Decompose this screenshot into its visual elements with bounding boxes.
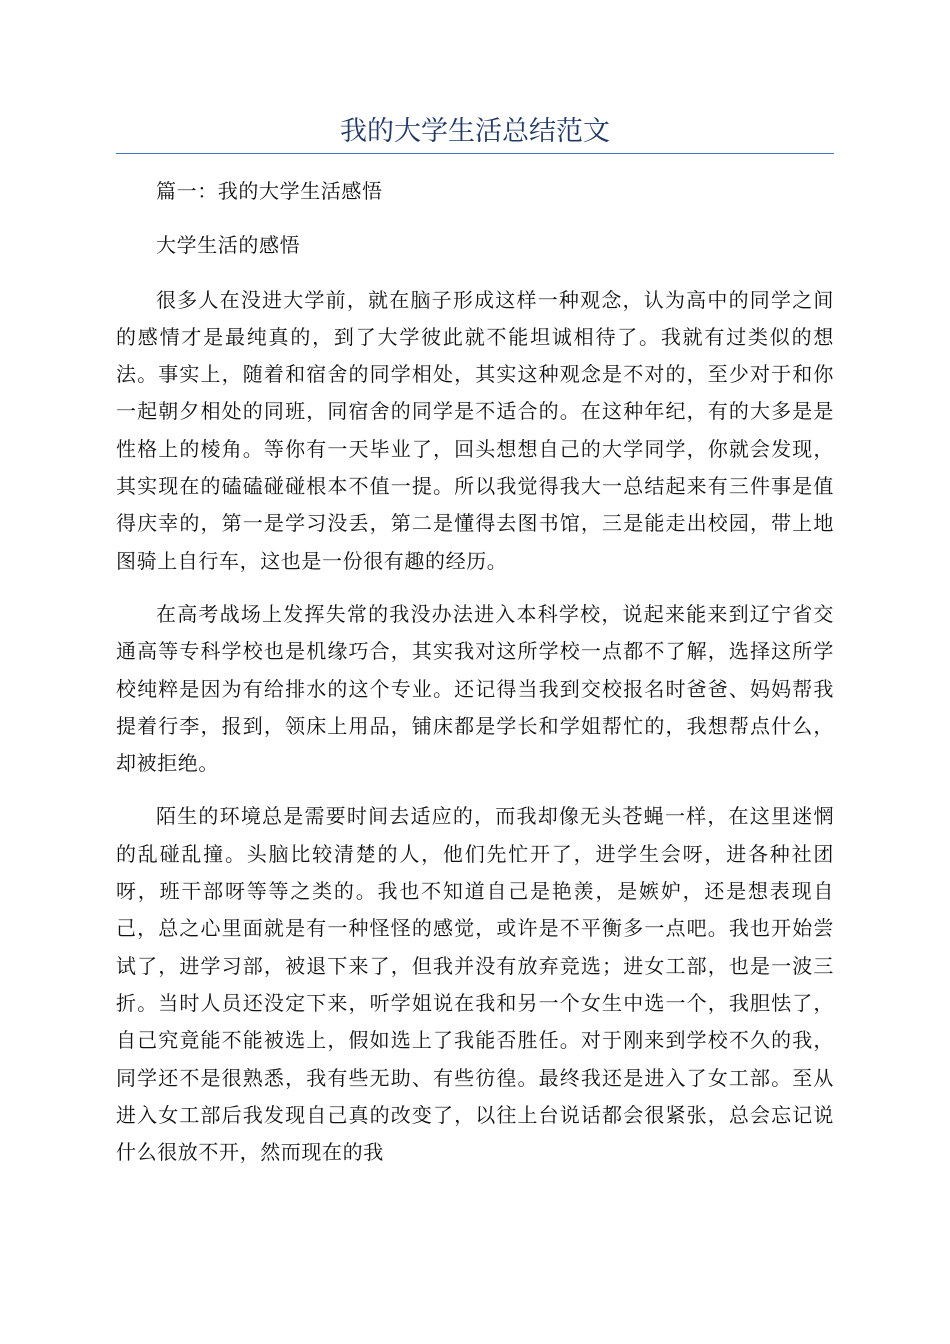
subsection-heading: 大学生活的感悟	[156, 233, 301, 258]
title-divider	[116, 153, 834, 154]
document-title: 我的大学生活总结范文	[340, 116, 610, 147]
section-heading: 篇一：我的大学生活感悟	[156, 179, 383, 203]
body-paragraph: 很多人在没进大学前，就在脑子形成这样一种观念，认为高中的同学之间的感情才是最纯真的，到了大学彼此就不能坦诚相待了。我就有过类似的想法。事实上，随着和宿舍的同学相处，其实这种观念是不对的，至少对于和你一起朝夕相处的同班，同宿舍的同学是不适合的。在这种年纪，有的大多是是性格上的棱角。等你有一天毕业了，回头想想自己的大学同学，你就会发现，其实现在的磕磕碰碰根本不值一提。所以我觉得我大一总结起来有三件事是值得庆幸的，第一是学习没丢，第二是懂得去图书馆，三是能走出校园，带上地图骑上自行车，这也是一份很有趣的经历。	[116, 287, 834, 573]
body-paragraph: 在高考战场上发挥失常的我没办法进入本科学校，说起来能来到辽宁省交通高等专科学校也是机缘巧合，其实我对这所学校一点都不了解，选择这所学校纯粹是因为有给排水的这个专业。还记得当我到交校报名时爸爸、妈妈帮我提着行李，报到，领床上用品，铺床都是学长和学姐帮忙的，我想帮点什么，却被拒绝。	[116, 601, 834, 776]
body-paragraph: 陌生的环境总是需要时间去适应的，而我却像无头苍蝇一样，在这里迷惘的乱碰乱撞。头脑比较清楚的人，他们先忙开了，进学生会呀，进各种社团呀，班干部呀等等之类的。我也不知道自己是艳羡，是嫉妒，还是想表现自己，总之心里面就是有一种怪怪的感觉，或许是不平衡多一点吧。我也开始尝试了，进学习部，被退下来了，但我并没有放弃竞选；进女工部，也是一波三折。当时人员还没定下来，听学姐说在我和另一个女生中选一个，我胆怯了，自己究竟能不能被选上，假如选上了我能否胜任。对于刚来到学校不久的我，同学还不是很熟悉，我有些无助、有些彷徨。最终我还是进入了女工部。至从进入女工部后我发现自己真的改变了，以往上台说话都会很紧张，总会忘记说什么很放不开，然而现在的我	[116, 804, 834, 1165]
document-body	[116, 173, 834, 1187]
